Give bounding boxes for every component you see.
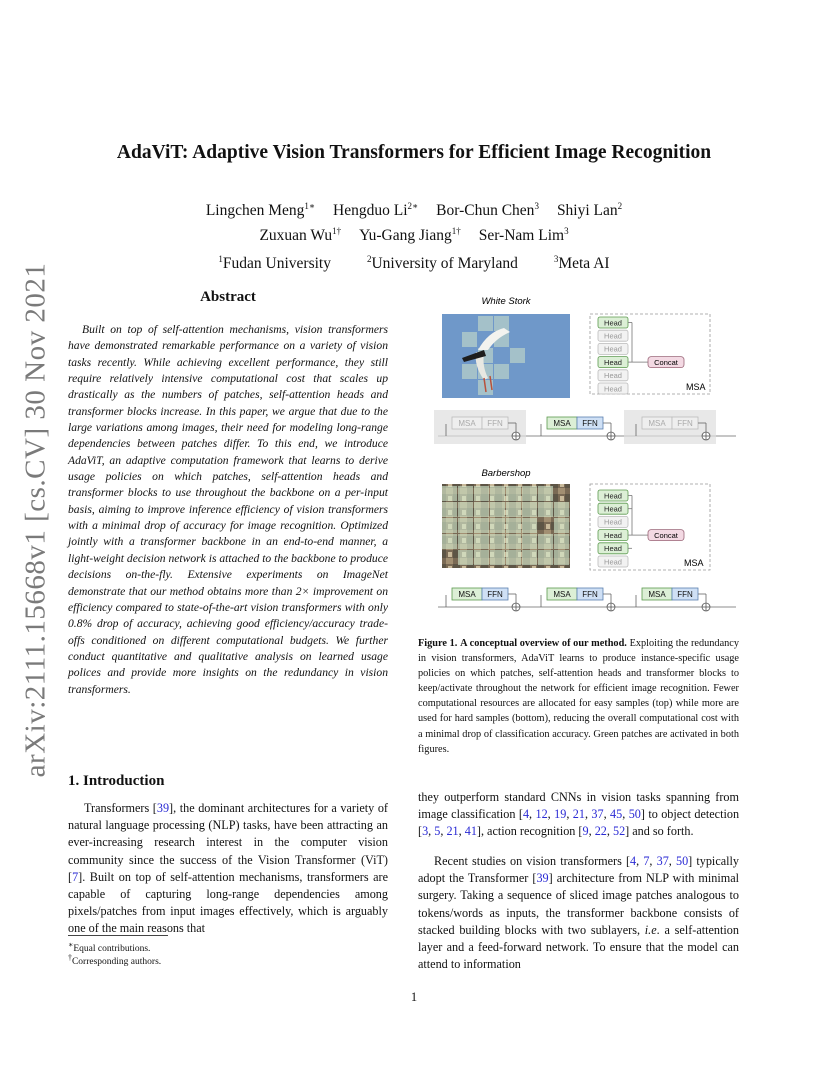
active-patch — [462, 332, 477, 347]
paragraph-text: i.e — [644, 922, 657, 937]
paragraph-text: , — [458, 824, 465, 839]
abstract-text: Built on top of self-attention mechanisms, vision transformers have demonstrated remarkable performance on a variety of vision tasks recently. While achieving excellent performance, they still require relatively intensive computational cost that scales up drastically as the numbers of patches, self-attention heads and transformer blocks increase. In this paper, we argue that due to the large variations among images, their need for modeling long-range dependencies between patches differ. To this end, we introduce AdaViT, an adaptive computation framework that learns to derive usage policies on which patches, self-attention heads and transformer blocks to use throughout the backbone on a per-input basis, aiming to improve inference efficiency of vision transformers with a minimal drop of accuracy for image recognition. Optimized jointly with a transformer backbone in an end-to-end manner, a light-weight decision network is attached to the backbone to produce decisions on-the-fly. Extensive experiments on ImageNet demonstrate that our method obtains more than 2× improvement on efficiency compared to state-of-the-art vision transformers with only 0.8% drop of accuracy, achieving good efficiency/accuracy trade-offs conditioned on different computational budgets. We further conduct quantitative and qualitative analysis on learned usage polices and provide more insights on the redundancy in vision transformers. — [68, 323, 388, 696]
active-patch — [506, 518, 521, 533]
top-msa-label: MSA — [686, 382, 706, 392]
figure-caption — [418, 636, 739, 757]
footnote-2 — [68, 952, 161, 969]
head-label: Head — [604, 530, 622, 540]
active-patch — [474, 534, 489, 549]
author-name: Yu-Gang Jiang$^{1\dagger}$ — [359, 226, 461, 245]
citation-link[interactable]: 3 — [422, 824, 429, 839]
active-patch — [554, 502, 569, 517]
citation-link[interactable]: 41 — [464, 824, 477, 839]
citation-link[interactable]: 50 — [628, 807, 641, 822]
author-name: Hengduo $Li^{2∗}$ — [333, 201, 419, 220]
citation-link[interactable]: 7 — [72, 869, 79, 884]
active-patch — [458, 486, 473, 501]
ffn-label: FFN — [582, 419, 598, 428]
paragraph-text: , — [428, 824, 435, 839]
paragraph-text: ] architecture from NLP with minimal surgery. Taking a sequence of sliced image patches analogous to tokens/words as inputs, the transformer backbone consists of stacked building blocks with two sublayers, — [418, 871, 739, 937]
footnote-mark: † — [68, 953, 72, 962]
active-patch — [538, 486, 553, 501]
footnote-text: Corresponding authors. — [71, 957, 162, 968]
head-label: Head — [604, 384, 622, 394]
head-label: Head — [604, 344, 622, 354]
citation-link[interactable]: 4 — [522, 807, 530, 822]
citation-link[interactable]: 39 — [156, 801, 170, 815]
active-patch — [506, 550, 521, 565]
active-patch — [442, 486, 457, 501]
active-patch — [490, 534, 505, 549]
citation-link[interactable]: 9 — [582, 824, 589, 839]
active-patch — [522, 550, 537, 565]
paragraph-text: they outperform standard CNNs in vision tasks spanning from image classification [ — [418, 790, 739, 822]
active-patch — [522, 486, 537, 501]
concat-label: Concat — [654, 530, 678, 540]
active-patch — [442, 502, 457, 517]
active-patch — [474, 518, 489, 533]
paragraph-text: ], action recognition [ — [476, 824, 583, 839]
active-patch — [474, 486, 489, 501]
affiliations-line — [0, 249, 828, 274]
affiliation: $^3$Meta AI — [553, 254, 610, 273]
citation-link[interactable]: 22 — [594, 824, 607, 839]
citation-link[interactable]: 4 — [630, 854, 637, 868]
head-label: Head — [604, 517, 622, 527]
citation-link[interactable]: 7 — [643, 854, 650, 868]
intro-paragraph-2 — [418, 789, 739, 841]
active-patch — [442, 534, 457, 549]
paragraph-text: ] to object detection [ — [418, 807, 740, 839]
active-patch — [490, 550, 505, 565]
active-patch — [458, 534, 473, 549]
paragraph-text: , — [603, 807, 611, 822]
paragraph-text: , — [668, 854, 676, 868]
author-name: Shiyi Lan$^2$ — [556, 201, 623, 220]
msa-label: MSA — [458, 590, 476, 599]
citation-link[interactable]: 37 — [656, 854, 669, 868]
head-label: Head — [604, 557, 622, 567]
active-patch — [490, 486, 505, 501]
active-patch — [554, 534, 569, 549]
head-label: Head — [604, 371, 622, 381]
citation-link[interactable]: 45 — [610, 807, 623, 822]
msa-label: MSA — [648, 590, 666, 599]
arxiv-id: arXiv:2111.15668v1 [cs.CV] 30 Nov 2021 — [19, 262, 52, 778]
paragraph-text: , — [588, 824, 595, 839]
head-label: Head — [604, 331, 622, 341]
bottom-msa-label: MSA — [684, 558, 704, 568]
footnote-mark: ∗ — [68, 940, 74, 949]
active-patch — [490, 502, 505, 517]
citation-link[interactable]: 19 — [554, 807, 567, 822]
paper-title: AdaViT: Adaptive Vision Transformers for Efficient Image Recognition — [116, 142, 712, 163]
msa-label: MSA — [553, 590, 571, 599]
active-patch — [474, 502, 489, 517]
active-patch — [494, 364, 509, 379]
authors-line-2 — [0, 221, 828, 246]
paragraph-text: , — [584, 807, 592, 822]
footnote-text: Equal contributions. — [73, 944, 151, 955]
introduction-heading: 1. Introduction — [68, 773, 165, 789]
paragraph-text: ], the dominant architectures for a variety of natural language processing (NLP) tasks, have been attracting an ever-increasing research interest in the computer vision community since the success of the Vision Transformer (ViT) [ — [68, 801, 388, 884]
figure-1 — [418, 292, 743, 622]
citation-link[interactable]: 21 — [572, 807, 585, 822]
head-label: Head — [604, 491, 622, 501]
active-patch — [554, 550, 569, 565]
bottom-image-label: Barbershop — [481, 468, 531, 479]
author-name: Ser-Nam Lim$^3$ — [478, 226, 569, 245]
active-patch — [538, 534, 553, 549]
head-label: Head — [604, 504, 622, 514]
active-patch — [522, 518, 537, 533]
head-label: Head — [604, 544, 622, 554]
citation-link[interactable]: 21 — [446, 824, 459, 839]
paragraph-text: , — [636, 854, 644, 868]
active-patch — [522, 534, 537, 549]
paragraph-text: , — [606, 824, 613, 839]
active-patch — [462, 364, 477, 379]
paragraph-text: , — [649, 854, 657, 868]
msa-label: MSA — [458, 419, 476, 428]
paragraph-text: , — [566, 807, 573, 822]
author-name: Zuxuan $Wu^{1\dagger}$ — [259, 226, 342, 245]
paragraph-text: , — [529, 807, 536, 822]
paragraph-text: , — [547, 807, 555, 822]
active-patch — [554, 518, 569, 533]
paragraph-text: , — [622, 807, 629, 822]
author-name: Bor-Chun Chen$^3$ — [436, 201, 539, 220]
ffn-label: FFN — [677, 419, 693, 428]
active-patch — [506, 502, 521, 517]
active-patch — [442, 518, 457, 533]
abstract-heading: Abstract — [200, 289, 256, 305]
head-label: Head — [604, 318, 622, 328]
arxiv-sidebar — [18, 262, 54, 778]
top-image-label: White Stork — [481, 296, 531, 307]
paragraph-text: , — [440, 824, 447, 839]
ffn-label: FFN — [582, 590, 598, 599]
citation-link[interactable]: 50 — [675, 854, 689, 868]
affiliation: $^2$University of Maryland — [366, 254, 518, 273]
active-patch — [474, 550, 489, 565]
affiliation: $^1$Fudan University — [218, 254, 331, 273]
paragraph-text: ] and so forth. — [625, 824, 694, 839]
page-number: 1 — [410, 990, 418, 1004]
active-patch — [458, 518, 473, 533]
ffn-label: FFN — [677, 590, 693, 599]
citation-link[interactable]: 52 — [612, 824, 626, 839]
intro-paragraph-1 — [68, 800, 388, 938]
active-patch — [506, 486, 521, 501]
paragraph-text: ] typically adopt the Transformer [ — [418, 854, 739, 886]
head-label: Head — [604, 357, 622, 367]
authors-line-1 — [0, 196, 828, 221]
active-patch — [458, 550, 473, 565]
active-patch — [478, 316, 493, 331]
caption-text: Exploiting the redundancy in vision transformers, AdaViT learns to produce instance-specific usage policies on which patches, self-attention heads and transformer blocks to keep/activate throughout the network for efficient image recognition. Fewer computational resources are allocated for easy samples (top) while more are used for hard samples (bottom), reducing the overall computational cost with a minimal drop of classification accuracy. Green patches are activated in both figures. — [418, 638, 740, 755]
paragraph-text: . a self-attention layer and a feed-forward network. To ensure that the model can attend to information — [418, 922, 739, 972]
paragraph-text: Recent studies on vision transformers [ — [434, 854, 631, 868]
intro-paragraph-3 — [418, 853, 739, 973]
citation-link[interactable]: 5 — [434, 824, 441, 839]
author-name: Lingchen Meng$^{1∗}$ — [205, 201, 316, 220]
caption-label: Figure 1. — [418, 638, 458, 649]
citation-link[interactable]: 39 — [536, 871, 549, 886]
authors-block — [0, 196, 828, 274]
citation-link[interactable]: 12 — [535, 807, 548, 822]
active-patch — [538, 502, 553, 517]
active-patch — [522, 502, 537, 517]
paragraph-text: ]. Built on top of self-attention mechanisms, transformers are capable of capturing long-range dependencies among pixels/patches from input images effectively, which is arguably one of the main reasons that — [68, 869, 388, 936]
footnote-rule — [68, 935, 168, 936]
caption-bold: A conceptual overview of our method. — [460, 638, 627, 649]
concat-label: Concat — [654, 357, 678, 367]
active-patch — [510, 348, 525, 363]
active-patch — [506, 534, 521, 549]
active-patch — [538, 550, 553, 565]
active-patch — [490, 518, 505, 533]
msa-label: MSA — [648, 419, 666, 428]
ffn-label: FFN — [487, 419, 503, 428]
ffn-label: FFN — [487, 590, 503, 599]
msa-label: MSA — [553, 419, 571, 428]
citation-link[interactable]: 37 — [591, 807, 604, 822]
paragraph-text: Transformers [ — [84, 801, 157, 815]
active-patch — [458, 502, 473, 517]
